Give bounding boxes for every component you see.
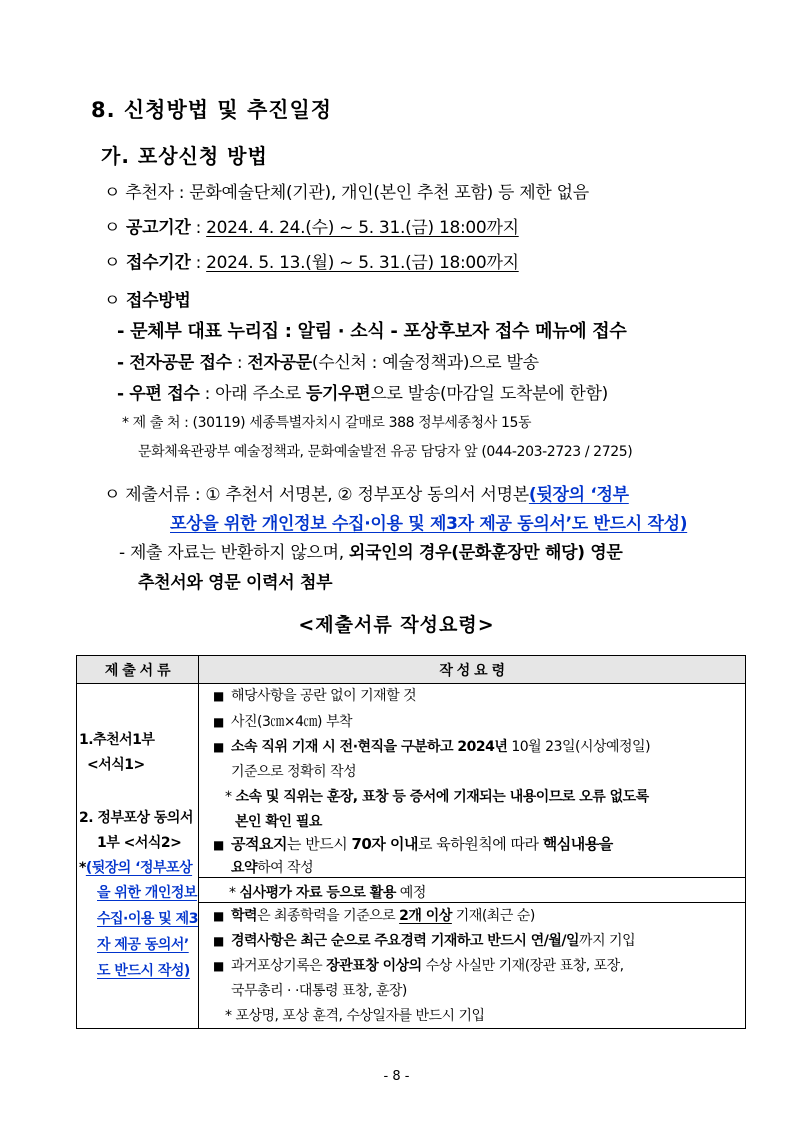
- left-l5: *(뒷장의 ‘정부포상: [79, 860, 193, 876]
- left-l6: 을 위한 개인정보: [97, 885, 197, 901]
- right-r9: * 심사평가 자료 등으로 활용 예정: [229, 885, 426, 901]
- method-label: 접수방법: [126, 291, 191, 311]
- right-r3: ■ 소속 직위 기재 시 전·현직을 구분하고 2024년 10월 23일(시상예정일): [213, 739, 651, 755]
- recommender-line: ㅇ 추천자 : 문화예술단체(기관), 개인(본인 추천 포함) 등 제한 없음: [104, 183, 589, 203]
- right-r4: 기준으로 정확히 작성: [231, 764, 357, 780]
- receipt-period-line: [104, 248, 519, 273]
- table-header-right: 작 성 요 령: [439, 663, 505, 679]
- circle-bullet: ㅇ: [104, 253, 121, 273]
- section-title: 8. 신청방법 및 추진일정: [91, 98, 333, 122]
- right-r7: ■ 공적요지는 반드시 70자 이내로 육하원칙에 따라 핵심내용을: [213, 835, 613, 853]
- right-r8: 요약하여 작성: [231, 860, 314, 876]
- left-l1: 1.추천서1부: [79, 732, 155, 748]
- method-post: - 우편 접수 : 아래 주소로 등기우편으로 발송(마감일 도착분에 한함): [117, 384, 608, 404]
- left-l3: 2. 정부포상 동의서: [79, 810, 193, 826]
- left-l9: 도 반드시 작성): [97, 963, 190, 979]
- receipt-label: 접수기간: [126, 253, 191, 273]
- notice-period-line: [104, 213, 519, 238]
- method-e-document: - 전자공문 접수 : 전자공문(수신처 : 예술정책과)으로 발송: [117, 353, 539, 373]
- guide-title: <제출서류 작성요령>: [298, 614, 495, 636]
- right-r12: ■ 과거포상기록은 장관표창 이상의 수상 사실만 기재(장관 표창, 포장,: [213, 958, 624, 974]
- notice-sep: :: [190, 218, 207, 238]
- circle-bullet: ㅇ: [104, 218, 121, 238]
- left-l2: <서식1>: [87, 757, 145, 773]
- page-number: - 8 -: [383, 1069, 410, 1084]
- notice-value: 2024. 4. 24.(수) ~ 5. 31.(금) 18:00까지: [206, 218, 519, 238]
- right-r14: * 포상명, 포상 훈격, 수상일자를 반드시 기입: [225, 1008, 485, 1024]
- table-column-divider: [198, 656, 199, 1028]
- subsection-title: 가. 포상신청 방법: [101, 144, 268, 168]
- receipt-method-line: [104, 286, 191, 311]
- right-r11: ■ 경력사항은 최근 순으로 주요경력 기재하고 반드시 연/월/일까지 기입: [213, 933, 636, 949]
- submit-address-line1: * 제 출 처 : (30119) 세종특별자치시 갈매로 388 정부세종청사 15동: [122, 415, 532, 431]
- left-l8: 자 제공 동의서’: [97, 937, 189, 953]
- method-portal: - 문체부 대표 누리집 : 알림 · 소식 - 포상후보자 접수 메뉴에 접수: [117, 321, 627, 342]
- docs-line4: 추천서와 영문 이력서 첨부: [138, 573, 333, 593]
- notice-label: 공고기간: [126, 218, 191, 238]
- right-r1: ■ 해당사항을 공란 없이 기재할 것: [213, 688, 417, 704]
- right-r6: 본인 확인 필요: [235, 814, 322, 830]
- circle-bullet: ㅇ: [104, 291, 121, 311]
- docs-line2: 포상을 위한 개인정보 수집·이용 및 제3자 제공 동의서’도 반드시 작성): [170, 514, 688, 534]
- receipt-sep: :: [190, 253, 207, 273]
- left-l7: 수집·이용 및 제3: [97, 911, 198, 927]
- table-row-divider-1: [198, 877, 745, 878]
- table-header-left: 제 출 서 류: [104, 663, 171, 679]
- submit-address-line2: 문화체육관광부 예술정책과, 문화예술발전 유공 담당자 앞 (044-203-2723 / 2725): [138, 444, 633, 460]
- receipt-value: 2024. 5. 13.(월) ~ 5. 31.(금) 18:00까지: [206, 253, 519, 273]
- submission-guide-table: [76, 655, 746, 1029]
- right-r13: 국무총리 · ·대통령 표창, 훈장): [231, 983, 407, 999]
- right-r2: ■ 사진(3㎝×4㎝) 부착: [213, 714, 353, 730]
- right-r10: ■ 학력은 최종학력을 기준으로 2개 이상 기재(최근 순): [213, 908, 535, 924]
- docs-line3: - 제출 자료는 반환하지 않으며, 외국인의 경우(문화훈장만 해당) 영문: [119, 543, 623, 563]
- table-row-divider-2: [198, 902, 745, 903]
- right-r5: * 소속 및 직위는 훈장, 표창 등 증서에 기재되는 내용이므로 오류 없도록: [225, 789, 649, 805]
- left-l4: 1부 <서식2>: [97, 835, 182, 851]
- docs-line1: ㅇ 제출서류 : ① 추천서 서명본, ② 정부포상 동의서 서명본(뒷장의 ‘정부: [104, 485, 629, 505]
